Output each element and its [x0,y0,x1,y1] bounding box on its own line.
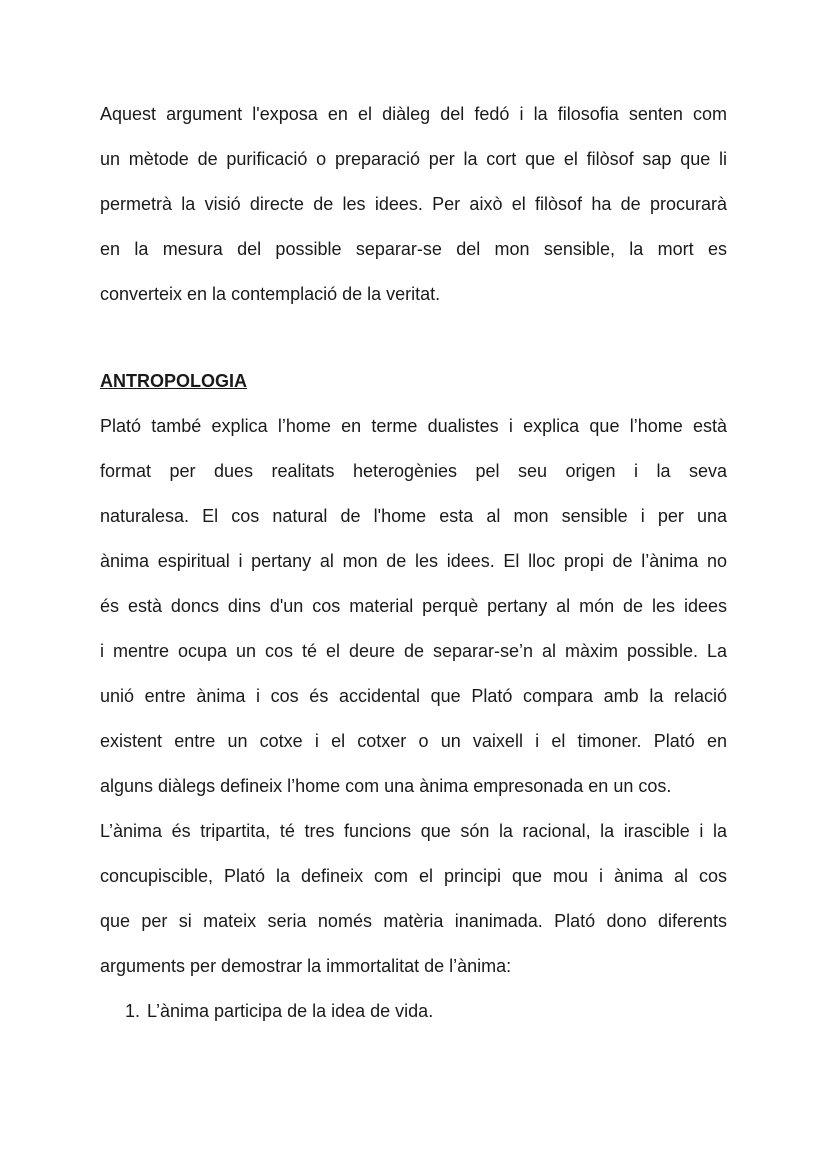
text-line: concupiscible, Plató la defineix com el principi que mou i ànima al cos [100,866,727,886]
list-item [100,989,727,1034]
text-line: un mètode de purificació o preparació per la cort que el filòsof sap que li [100,149,727,169]
text-line: L’ànima és tripartita, té tres funcions que són la racional, la irascible i la [100,821,727,841]
text-line: existent entre un cotxe i el cotxer o un vaixell i el timoner. Plató en [100,731,727,751]
list-item-text: L’ànima participa de la idea de vida. [147,1001,434,1021]
arguments-list [100,989,727,1034]
paragraph-tripartite-soul [100,809,727,989]
text-line: permetrà la visió directe de les idees. Per això el filòsof ha de procurarà [100,194,727,214]
text-line: arguments per demostrar la immortalitat de l’ànima: [100,956,512,976]
text-line: i mentre ocupa un cos té el deure de separar-se’n al màxim possible. La [100,641,727,661]
text-line: unió entre ànima i cos és accidental que Plató compara amb la relació [100,686,727,706]
paragraph-dualism [100,404,727,809]
text-line: ànima espiritual i pertany al mon de les idees. El lloc propi de l’ànima no [100,551,727,571]
text-line: converteix en la contemplació de la veritat. [100,284,441,304]
text-line: naturalesa. El cos natural de l'home esta al mon sensible i per una [100,506,727,526]
text-line: que per si mateix seria només matèria inanimada. Plató dono diferents [100,911,727,931]
text-line: en la mesura del possible separar-se del mon sensible, la mort es [100,239,727,259]
text-line: format per dues realitats heterogènies pel seu origen i la seva [100,461,727,481]
section-heading: ANTROPOLOGIA [100,371,247,391]
paragraph-fedo-argument [100,92,727,317]
document-page [100,92,727,1034]
text-line: és està doncs dins d'un cos material perquè pertany al món de les idees [100,596,727,616]
text-line: alguns diàlegs defineix l’home com una ànima empresonada en un cos. [100,776,672,796]
text-line: Aquest argument l'exposa en el diàleg del fedó i la filosofia senten com [100,104,727,124]
list-item-number: 1. [125,1001,141,1021]
text-line: Plató també explica l’home en terme dualistes i explica que l’home està [100,416,727,436]
